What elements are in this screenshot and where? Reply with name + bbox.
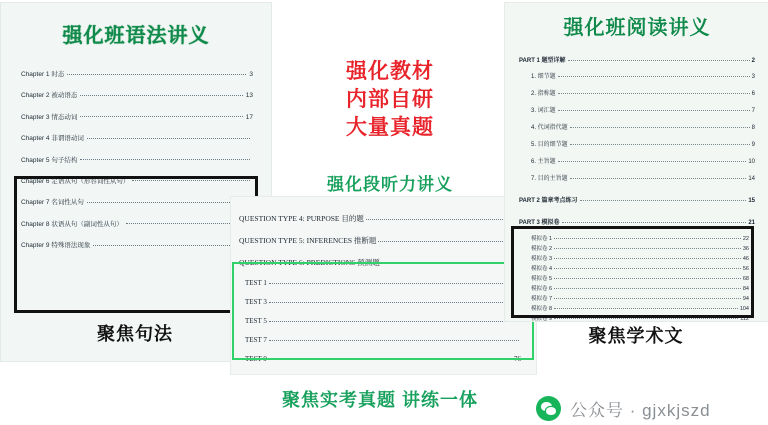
part-page: 21 — [748, 220, 755, 226]
toc-page: 3 — [751, 74, 755, 80]
headline-line-1: 强化教材 — [346, 60, 434, 83]
dot-leader — [562, 221, 747, 223]
center-caption: 聚焦实考真题 讲练一体 — [282, 390, 478, 410]
dot-leader — [269, 339, 519, 341]
mock-row — [531, 254, 749, 262]
toc-subrow — [531, 173, 755, 182]
toc-page: 10 — [748, 159, 755, 165]
dot-leader — [554, 247, 741, 249]
headline-line-3: 大量真题 — [346, 116, 434, 139]
mock-label: 模拟卷 1 — [531, 236, 553, 242]
dot-leader — [269, 320, 519, 322]
toc-label: Chapter 3 情态动词 — [21, 113, 78, 121]
test-row — [245, 336, 521, 344]
center-document-title: 强化段听力讲义 — [327, 175, 453, 194]
part-label: PART 1 题型详解 — [519, 58, 566, 64]
toc-subrow — [531, 139, 755, 148]
dot-leader — [366, 218, 527, 220]
mock-label: 模拟卷 3 — [531, 256, 553, 262]
wechat-logo-icon — [536, 396, 561, 421]
toc-page: 13 — [245, 92, 253, 100]
dot-leader — [554, 277, 741, 279]
toc-label: Chapter 6 定语从句（形容词性从句） — [21, 177, 130, 185]
dot-leader — [554, 297, 741, 299]
toc-row — [21, 176, 253, 185]
toc-label: 1. 细节题 — [531, 74, 556, 80]
toc-dot-leader — [80, 115, 242, 117]
test-label: TEST 1 — [245, 279, 267, 287]
toc-page: 6 — [751, 91, 755, 97]
toc-label: Chapter 1 时态 — [21, 71, 65, 78]
headline-line-2: 内部自研 — [346, 88, 434, 111]
question-type-label: QUESTION TYPE 4: PURPOSE 目的题 — [239, 214, 364, 223]
mock-page: 84 — [742, 286, 749, 292]
account-name: 公众号 · gjxkjszd — [570, 401, 711, 420]
toc-subrow — [531, 122, 755, 131]
mock-label: 模拟卷 5 — [531, 276, 553, 282]
mock-page: 112 — [740, 316, 749, 322]
mock-row — [531, 264, 749, 272]
mock-row — [531, 284, 749, 292]
question-type-label: QUESTION TYPE 5: INFERENCES 推断题 — [239, 236, 377, 245]
toc-label: Chapter 5 句子结构 — [21, 156, 78, 164]
toc-row — [21, 69, 253, 78]
toc-subrow — [531, 156, 755, 165]
dot-leader — [570, 126, 750, 128]
toc-label: Chapter 9 特殊语法现象 — [21, 242, 91, 250]
toc-page: 14 — [748, 176, 755, 182]
toc-label: 6. 主旨题 — [531, 159, 556, 165]
mock-row — [531, 304, 749, 312]
test-label: TEST 3 — [245, 298, 267, 306]
mock-row — [531, 244, 749, 252]
part-label: PART 3 模拟卷 — [519, 220, 560, 226]
test-label: TEST 9 — [245, 355, 267, 363]
toc-label: 4. 代词指代题 — [531, 125, 568, 131]
toc-page: 9 — [751, 142, 755, 148]
toc-dot-leader — [87, 201, 250, 203]
dot-leader — [558, 109, 750, 111]
toc-page: 8 — [751, 125, 755, 131]
mock-row — [531, 314, 749, 322]
dot-leader — [269, 301, 519, 303]
test-row — [245, 279, 521, 287]
toc-subrow — [531, 88, 755, 97]
right-caption: 聚焦学术文 — [588, 326, 684, 346]
toc-row — [21, 133, 253, 142]
dot-leader — [554, 267, 741, 269]
mock-page: 36 — [742, 246, 749, 252]
toc-label: 5. 目的细节题 — [531, 142, 568, 148]
toc-dot-leader — [132, 179, 250, 181]
toc-dot-leader — [67, 73, 246, 75]
toc-label: Chapter 4 非谓语动词 — [21, 135, 84, 143]
left-document-title: 强化班语法讲义 — [62, 25, 210, 47]
mock-row — [531, 274, 749, 282]
toc-subrow — [531, 105, 755, 114]
left-caption: 聚焦句法 — [97, 324, 173, 344]
part-page: 2 — [751, 58, 755, 64]
left-toc — [21, 69, 253, 262]
toc-dot-leader — [80, 158, 250, 160]
mock-page: 94 — [742, 296, 749, 302]
toc-dot-leader — [93, 244, 250, 246]
dot-leader — [558, 75, 750, 77]
dot-leader — [570, 143, 750, 145]
dot-leader — [558, 160, 747, 162]
toc-row — [21, 112, 253, 121]
toc-row — [21, 90, 253, 99]
dot-leader — [554, 257, 741, 259]
test-page: 76 — [514, 355, 521, 363]
mock-page: 104 — [739, 306, 749, 312]
part-row — [519, 195, 755, 204]
mock-label: 模拟卷 8 — [531, 306, 553, 312]
mock-label: 模拟卷 6 — [531, 286, 553, 292]
mock-label: 模拟卷 7 — [531, 296, 553, 302]
toc-page: 3 — [249, 71, 253, 78]
dot-leader — [269, 282, 519, 284]
toc-row — [21, 240, 253, 249]
dot-leader — [269, 358, 512, 360]
mock-row — [531, 234, 749, 242]
test-row — [245, 355, 521, 363]
toc-subrow — [531, 71, 755, 80]
center-document-panel — [230, 196, 537, 375]
mock-page: 46 — [742, 256, 749, 262]
toc-dot-leader — [87, 137, 250, 139]
toc-label: Chapter 8 状语从句（副词性从句） — [21, 220, 123, 228]
dot-leader — [558, 92, 750, 94]
toc-label: Chapter 2 被动语态 — [21, 92, 78, 100]
mock-page: 56 — [742, 266, 749, 272]
mock-row — [531, 294, 749, 302]
test-row — [245, 298, 521, 306]
dot-leader — [570, 177, 747, 179]
toc-row — [21, 197, 253, 206]
dot-leader — [554, 317, 738, 319]
toc-label: 3. 词汇题 — [531, 108, 556, 114]
dot-leader — [554, 307, 738, 309]
account-footer — [536, 396, 711, 421]
dot-leader — [554, 237, 741, 239]
part-label: PART 2 篇章考点练习 — [519, 198, 578, 204]
right-document-panel — [504, 2, 768, 322]
question-type-label: QUESTION TYPE 6: PREDICTIONS 预测题 — [239, 258, 380, 267]
mock-label: 模拟卷 2 — [531, 246, 553, 252]
part-row — [519, 55, 755, 64]
question-type-row — [239, 213, 529, 224]
toc-page: 17 — [245, 113, 253, 121]
test-label: TEST 5 — [245, 317, 267, 325]
mock-page: 68 — [742, 276, 749, 282]
mock-label: 模拟卷 4 — [531, 266, 553, 272]
toc-label: Chapter 7 名词性从句 — [21, 199, 84, 207]
center-headline — [290, 58, 490, 142]
dot-leader — [580, 199, 747, 201]
toc-page: 7 — [751, 108, 755, 114]
toc-label: 7. 目的主旨题 — [531, 176, 568, 182]
dot-leader — [554, 287, 741, 289]
toc-row — [21, 219, 253, 228]
test-label: TEST 7 — [245, 336, 267, 344]
question-type-row — [239, 235, 529, 246]
toc-dot-leader — [80, 94, 242, 96]
dot-leader — [568, 59, 750, 61]
mock-label: 模拟卷 9 — [531, 316, 553, 322]
question-type-row — [239, 257, 529, 268]
right-document-title: 强化班阅读讲义 — [563, 17, 711, 39]
part-row — [519, 217, 755, 226]
toc-row — [21, 155, 253, 164]
test-row — [245, 317, 521, 325]
mock-page: 22 — [742, 236, 749, 242]
toc-label: 2. 指称题 — [531, 91, 556, 97]
part-page: 15 — [748, 198, 755, 204]
